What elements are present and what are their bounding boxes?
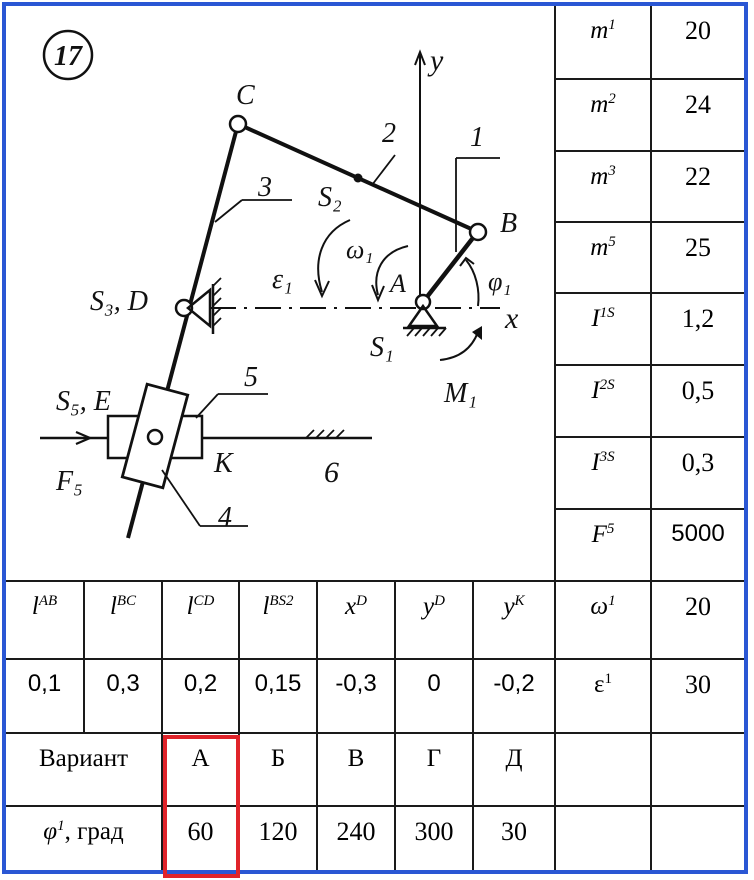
- param-symbol: m $^5$: [590, 234, 616, 261]
- variant-a[interactable]: А: [191, 745, 210, 772]
- phi-arc: [466, 260, 479, 306]
- label-c: C: [236, 80, 255, 111]
- param-symbol: I $^{2S}$: [591, 377, 615, 404]
- label-link-2: 2: [382, 118, 396, 149]
- joint-e: [148, 430, 162, 444]
- label-link-3: 3: [258, 172, 272, 203]
- phi-angle-value: 30: [501, 817, 527, 846]
- label-link-4: 4: [218, 502, 232, 533]
- param-symbol: m $^1$: [590, 17, 616, 44]
- param-value: 0,1: [27, 670, 62, 697]
- param-symbol: l $^{BS2}$: [262, 593, 294, 620]
- variant-b[interactable]: Б: [270, 745, 286, 772]
- label-b: B: [500, 208, 518, 239]
- task-sheet: [2, 2, 748, 874]
- param-value: 20: [685, 16, 711, 45]
- param-value: 5000: [671, 520, 725, 547]
- param-symbol: m $^3$: [590, 163, 616, 190]
- phi-angle-value: 60: [187, 817, 214, 846]
- phi-angle-value: 300: [414, 817, 454, 846]
- label-s5-e: S₅, E: [56, 386, 111, 417]
- param-value: 0,2: [183, 670, 218, 697]
- param-value: 1,2: [681, 304, 715, 333]
- x-axis-label: x: [505, 302, 519, 335]
- mechanism-diagram: [10, 10, 555, 580]
- variant-header: Вариант: [38, 745, 129, 772]
- param-symbol: I $^{1S}$: [591, 305, 615, 332]
- variant-g[interactable]: Г: [426, 745, 442, 772]
- label-epsilon1: ε₁: [272, 264, 293, 295]
- label-s3-d: S₃, D: [90, 286, 148, 317]
- label-s2: S₂: [318, 182, 342, 213]
- label-link-5: 5: [244, 362, 258, 393]
- param-symbol: m $^2$: [590, 91, 616, 118]
- param-symbol: y $^K$: [503, 593, 525, 620]
- param-value: 0: [427, 670, 441, 697]
- label-a: A: [390, 269, 406, 298]
- param-value: 0,3: [106, 670, 140, 697]
- point-s2: [354, 174, 363, 183]
- param-symbol: l $^{AB}$: [31, 593, 58, 620]
- param-value: -0,2: [493, 670, 535, 697]
- phi-angle-value: 240: [336, 817, 376, 846]
- param-value: 0,3: [681, 448, 715, 477]
- param-symbol: l $^{CD}$: [186, 593, 215, 620]
- param-value: 25: [685, 233, 711, 262]
- param-value: 0,5: [681, 376, 715, 405]
- param-value: 24: [685, 90, 711, 119]
- param-value: 22: [685, 162, 711, 191]
- epsilon-value: 30: [685, 670, 711, 699]
- omega-value: 20: [685, 592, 711, 621]
- variant-d[interactable]: Д: [505, 745, 523, 772]
- problem-number: 17: [54, 41, 82, 72]
- link-1: [423, 234, 476, 302]
- param-symbol: I $^{3S}$: [591, 449, 615, 476]
- param-value: -0,3: [335, 670, 377, 697]
- param-symbol: F $^5$: [591, 521, 615, 548]
- param-symbol: l $^{BC}$: [109, 593, 137, 620]
- epsilon-symbol: ε $^1$: [594, 671, 612, 698]
- label-m1: M₁: [444, 378, 478, 409]
- label-f5: F₅: [56, 466, 83, 497]
- label-omega1: ω₁: [346, 235, 374, 264]
- label-s1: S₁: [370, 332, 394, 363]
- selected-variant-highlight: [163, 735, 240, 878]
- param-value: 0,15: [254, 670, 302, 697]
- label-k: K: [214, 448, 233, 479]
- param-symbol: x $^D$: [345, 593, 367, 620]
- phi-angle-value: 120: [258, 817, 298, 846]
- joint-b: [470, 224, 486, 240]
- variant-v[interactable]: В: [347, 745, 365, 772]
- joint-c: [230, 116, 246, 132]
- label-phi1: φ₁: [488, 267, 512, 296]
- y-axis-label: y: [430, 44, 444, 77]
- param-symbol: y $^D$: [423, 593, 445, 620]
- omega-symbol: ω $^1$: [590, 593, 616, 620]
- label-link-6: 6: [324, 456, 339, 489]
- label-link-1: 1: [470, 122, 484, 153]
- phi-angle-label: φ $^1$ , град: [43, 818, 124, 845]
- moment-arc: [440, 332, 478, 360]
